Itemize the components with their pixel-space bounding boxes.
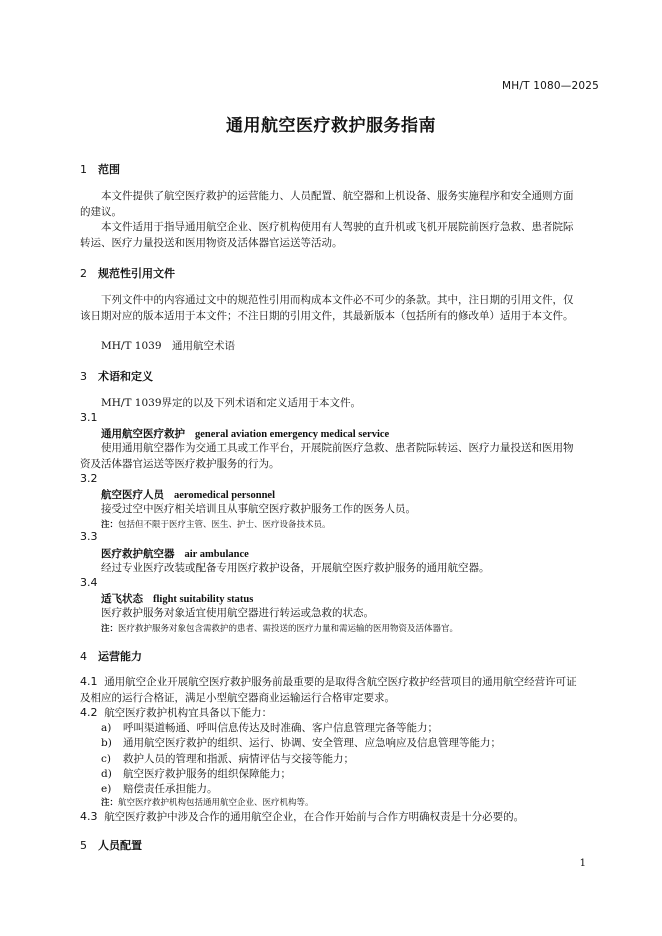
section-heading-personnel xyxy=(80,837,142,853)
clause-4-3 xyxy=(80,809,524,826)
term-note xyxy=(101,518,331,530)
list-label: c) xyxy=(101,753,111,765)
section-number: 3 xyxy=(80,370,87,383)
reference-item: MH/T 1039 通用航空术语 xyxy=(101,340,236,352)
list-text: 呼叫渠道畅通、呼叫信息传达及时准确、客户信息管理完备等能力； xyxy=(123,722,438,734)
list-text: 赔偿责任承担能力。 xyxy=(123,783,218,795)
references-paragraph: 下列文件中的内容通过文中的规范性引用而构成本文件必不可少的条款。其中，注日期的引用文件，仅该日期对应的版本适用于本文件；不注日期的引用文件，其最新版本（包括所有的修改单）适用于本文件。 xyxy=(80,294,574,322)
term-number: 3.3 xyxy=(80,530,98,543)
term-english: aeromedical personnel xyxy=(174,490,276,501)
note-label: 注： xyxy=(101,798,119,808)
list-item xyxy=(101,781,218,796)
term-english: general aviation emergency medical service xyxy=(195,429,390,440)
term-chinese: 航空医疗人员 xyxy=(101,489,164,501)
note-text: 包括但不限于医疗主管、医生、护士、医疗设备技术员。 xyxy=(118,520,331,530)
note-text: 航空医疗救护机构包括通用航空企业、医疗机构等。 xyxy=(118,798,314,808)
section-heading-operations xyxy=(80,648,142,664)
standard-number: MH/T 1080—2025 xyxy=(502,80,599,92)
term-definition: 医疗救护服务对象适宜使用航空器进行转运或急救的状态。 xyxy=(101,607,374,619)
section-heading-scope xyxy=(80,161,120,177)
list-label: a) xyxy=(101,722,112,734)
list-label: b) xyxy=(101,737,112,749)
section-title: 人员配置 xyxy=(98,839,142,852)
term-definition: 接受过空中医疗相关培训且从事航空医疗救护服务工作的医务人员。 xyxy=(101,503,416,515)
section-title: 运营能力 xyxy=(98,650,142,663)
list-item xyxy=(101,735,501,750)
term-chinese: 通用航空医疗救护 xyxy=(101,428,185,440)
term-note xyxy=(101,622,458,634)
clause-text: 航空医疗救护机构宜具备以下能力： xyxy=(104,707,273,719)
term-heading xyxy=(101,591,253,606)
term-english: flight suitability status xyxy=(153,594,254,605)
operations-note xyxy=(101,796,314,808)
list-text: 航空医疗救护服务的组织保障能力； xyxy=(123,768,291,780)
scope-paragraph-2: 本文件适用于指导通用航空企业、医疗机构使用有人驾驶的直升机或飞机开展院前医疗急救、患者院际转运、医疗力量投送和医用物资及活体器官运送等活动。 xyxy=(80,221,574,249)
term-english: air ambulance xyxy=(184,549,249,560)
section-number: 5 xyxy=(80,839,87,852)
clause-number: 4.2 xyxy=(80,706,98,719)
term-chinese: 适飞状态 xyxy=(101,593,143,605)
clause-text: 通用航空企业开展航空医疗救护服务前最重要的是取得含航空医疗救护经营项目的通用航空经营许可证及相应的运行合格证，满足小型航空器商业运输运行合格审定要求。 xyxy=(80,676,577,704)
section-heading-references xyxy=(80,265,175,281)
clause-text: 航空医疗救护中涉及合作的通用航空企业，在合作开始前与合作方明确权责是十分必要的。 xyxy=(104,811,525,823)
term-number: 3.4 xyxy=(80,576,98,589)
term-heading xyxy=(101,426,389,441)
list-text: 救护人员的管理和指派、病情评估与交接等能力； xyxy=(123,753,354,765)
note-text: 医疗救护服务对象包含需救护的患者、需投送的医疗力量和需运输的医用物资及活体器官。 xyxy=(118,624,459,634)
term-definition: 经过专业医疗改装或配备专用医疗救护设备，开展航空医疗救护服务的通用航空器。 xyxy=(101,562,490,574)
terms-intro: MH/T 1039界定的以及下列术语和定义适用于本文件。 xyxy=(101,397,362,409)
list-label: e) xyxy=(101,783,112,795)
list-item xyxy=(101,751,354,766)
clause-number: 4.1 xyxy=(80,675,98,688)
list-item xyxy=(101,720,438,735)
page-number: 1 xyxy=(579,858,586,869)
note-label: 注： xyxy=(101,624,119,634)
term-heading xyxy=(101,487,275,502)
note-label: 注： xyxy=(101,520,119,530)
section-title: 术语和定义 xyxy=(98,370,153,383)
list-item xyxy=(101,766,291,781)
term-heading xyxy=(101,546,249,561)
section-title: 规范性引用文件 xyxy=(98,267,175,280)
section-number: 4 xyxy=(80,650,87,663)
term-definition: 使用通用航空器作为交通工具或工作平台，开展院前医疗急救、患者院际转运、医疗力量投送和医用物资及活体器官运送等医疗救护服务的行为。 xyxy=(80,442,574,470)
clause-number: 4.3 xyxy=(80,810,98,823)
list-text: 通用航空医疗救护的组织、运行、协调、安全管理、应急响应及信息管理等能力； xyxy=(123,737,501,749)
list-label: d) xyxy=(101,768,112,780)
term-number: 3.1 xyxy=(80,411,98,424)
section-number: 2 xyxy=(80,267,87,280)
section-heading-terms xyxy=(80,368,153,384)
term-chinese: 医疗救护航空器 xyxy=(101,548,175,560)
scope-paragraph-1: 本文件提供了航空医疗救护的运营能力、人员配置、航空器和上机设备、服务实施程序和安全通则方面的建议。 xyxy=(80,190,574,218)
term-number: 3.2 xyxy=(80,472,98,485)
section-number: 1 xyxy=(80,163,87,176)
section-title: 范围 xyxy=(98,163,120,176)
document-title: 通用航空医疗救护服务指南 xyxy=(226,116,436,136)
clause-4-1 xyxy=(80,674,582,706)
